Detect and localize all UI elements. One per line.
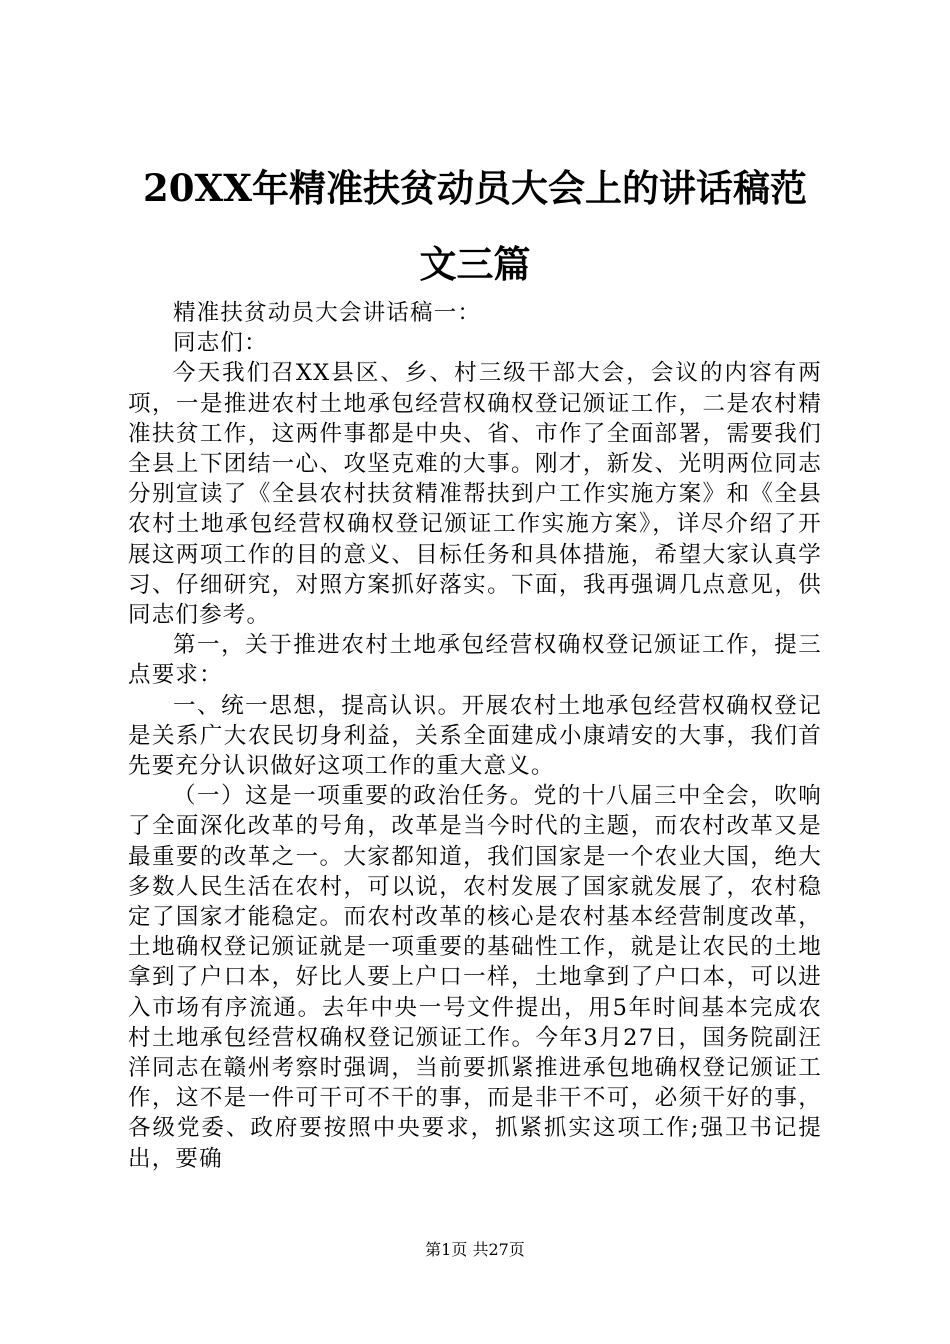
paragraph: 同志们：: [173, 330, 268, 357]
paragraph: 一、统一思想，提高认识。开展农村土地承包经营权确权登记是关系广大农民切身利益，关系全面建成小康靖安的大事，我们首先要充分认识做好这项工作的重大意义。: [128, 692, 822, 780]
page-footer: 第1页 共27页: [425, 1240, 525, 1259]
paragraph: 第一，关于推进农村土地承包经营权确权登记颁证工作，提三点要求：: [128, 632, 822, 689]
paragraph: （一）这是一项重要的政治任务。党的十八届三中全会，吹响了全面深化改革的号角，改革是当今时代的主题，而农村改革又是最重要的改革之一。大家都知道，我们国家是一个农业大国，绝大多数人民生活在农村，可以说，农村发展了国家就发展了，农村稳定了国家才能稳定。而农村改革的核心是农村基本经营制度改革，土地确权登记颁证就是一项重要的基础性工作，就是让农民的土地拿到了户口本，好比人要上户口一样，土地拿到了户口本，可以进入市场有序流通。去年中央一号文件提出，用5年时间基本完成农村土地承包经营权确权登记颁证工作。今年3月27日，国务院副汪洋同志在赣州考察时强调，当前要抓紧推进承包地确权登记颁证工作，这不是一件可干可不干的事，而是非干不可，必须干好的事，各级党委、政府要按照中央要求，抓紧抓实这项工作;强卫书记提出，要确: [128, 783, 822, 1172]
paragraph: 今天我们召XX县区、乡、村三级干部大会，会议的内容有两项，一是推进农村土地承包经营权确权登记颁证工作，二是农村精准扶贫工作，这两件事都是中央、省、市作了全面部署，需要我们全县上下团结一心、攻坚克难的大事。刚才，新发、光明两位同志分别宣读了《全县农村扶贫精准帮扶到户工作实施方案》和《全县农村土地承包经营权确权登记颁证工作实施方案》，详尽介绍了开展这两项工作的目的意义、目标任务和具体措施，希望大家认真学习、仔细研究，对照方案抓好落实。下面，我再强调几点意见，供同志们参考。: [128, 360, 822, 629]
document-body: [128, 298, 822, 1174]
paragraph: 精准扶贫动员大会讲话稿一：: [173, 300, 482, 326]
document-title: 20XX年精准扶贫动员大会上的讲话稿范文三篇: [143, 166, 807, 286]
